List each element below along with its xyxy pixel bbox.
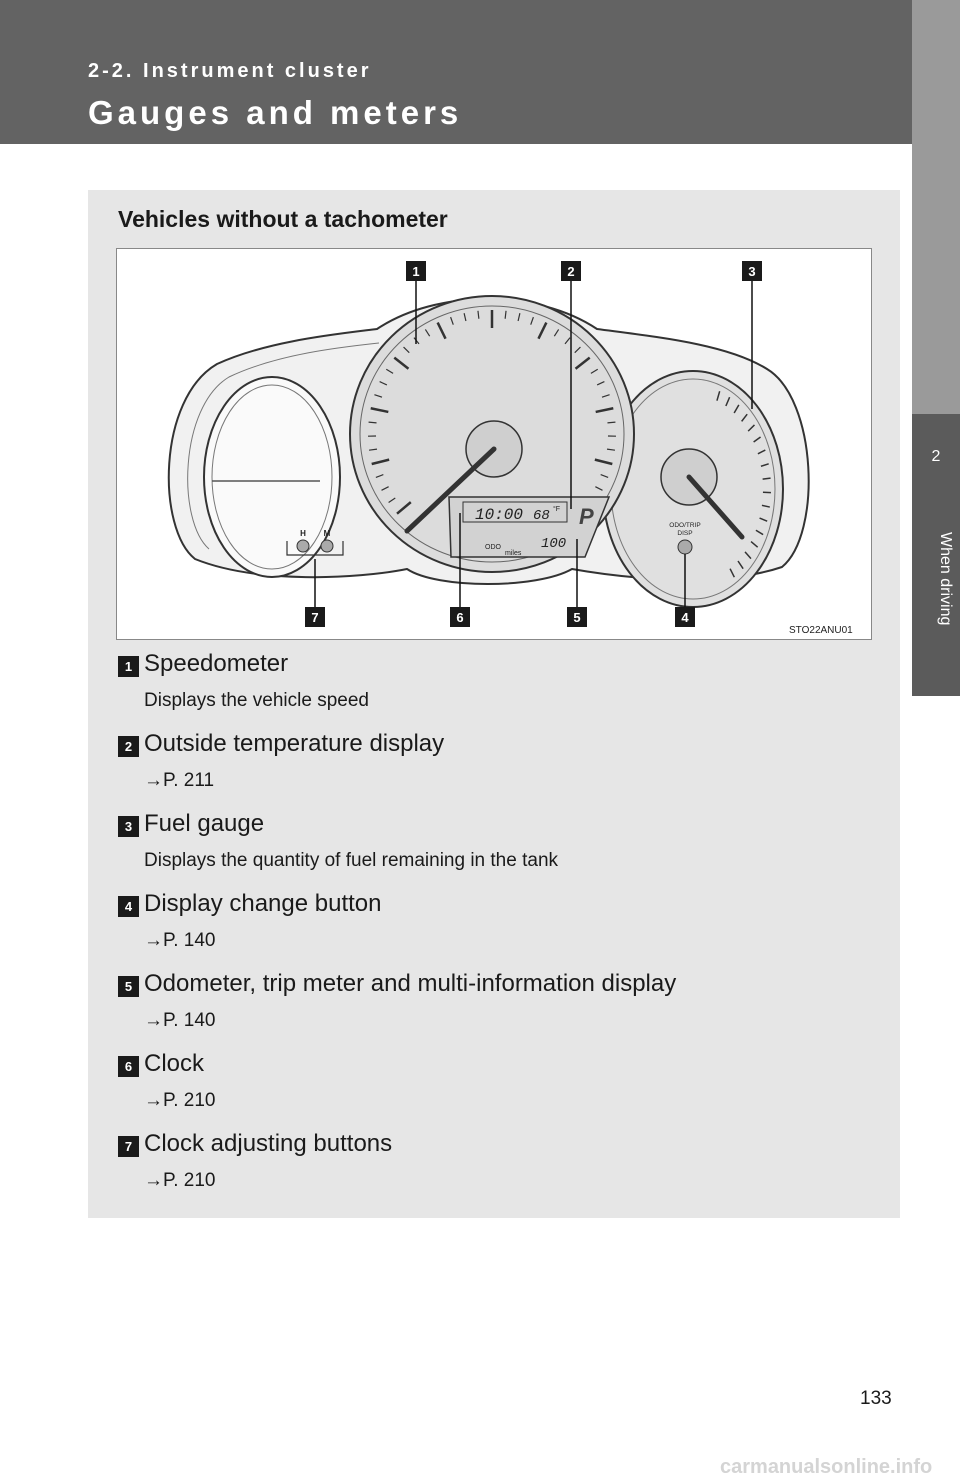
left-gauge-face [204, 377, 340, 577]
instrument-cluster-illustration [117, 249, 871, 639]
item-title: Speedometer [144, 650, 289, 677]
item-number-badge: 1 [118, 656, 139, 677]
temperature-readout: 68 [533, 508, 550, 524]
callout-number: 2 [567, 264, 575, 279]
clock-button-h[interactable] [297, 540, 309, 552]
callout-number: 5 [573, 610, 581, 625]
item-description: Displays the vehicle speed [144, 690, 369, 711]
page-number: 133 [860, 1388, 892, 1409]
item-title: Clock [144, 1050, 205, 1077]
chapter-tab-number-box [912, 414, 960, 518]
item-title: Clock adjusting buttons [144, 1130, 393, 1157]
display-button-label-line1: ODO/TRIP [669, 522, 701, 529]
item-number-badge: 6 [118, 1056, 139, 1077]
speedometer-tick [369, 422, 377, 423]
temperature-unit: °F [553, 506, 561, 513]
odo-unit: miles [505, 550, 522, 557]
clock-button-m[interactable] [321, 540, 333, 552]
item-page-reference[interactable]: →P. 211 [144, 770, 215, 791]
item-title: Display change button [144, 890, 382, 917]
item-number-badge: 7 [118, 1136, 139, 1157]
item-page-reference[interactable]: →P. 210 [144, 1170, 216, 1191]
item-number-badge: 5 [118, 976, 139, 997]
callout-number: 7 [311, 610, 319, 625]
odo-readout: 100 [541, 536, 567, 552]
chapter-label: When driving [937, 532, 954, 626]
item-title: Outside temperature display [144, 730, 445, 757]
item-title: Fuel gauge [144, 810, 265, 837]
item-number-badge: 2 [118, 736, 139, 757]
page-title: Gauges and meters [88, 94, 463, 131]
item-page-reference[interactable]: →P. 140 [144, 1010, 216, 1031]
gear-indicator: P [579, 504, 594, 529]
odo-label: ODO [485, 544, 501, 551]
item-number-badge: 3 [118, 816, 139, 837]
callout-number: 6 [456, 610, 464, 625]
clock-button-m-label: M [323, 529, 331, 538]
item-description: Displays the quantity of fuel remaining in the tank [144, 850, 559, 871]
watermark: carmanualsonline.info [720, 1456, 933, 1478]
callout-number: 3 [748, 264, 756, 279]
chapter-number: 2 [931, 448, 941, 465]
section-heading: 2-2. Instrument cluster [88, 60, 372, 82]
clock-button-h-label: H [300, 529, 306, 538]
item-title: Odometer, trip meter and multi-information display [144, 970, 677, 997]
chapter-tab-upper [912, 0, 960, 414]
figure-code: STO22ANU01 [789, 625, 853, 636]
clock-readout: 10:00 [475, 506, 524, 524]
fuel-gauge-tick [763, 478, 771, 479]
callout-number: 4 [681, 610, 689, 625]
panel-subtitle: Vehicles without a tachometer [118, 206, 448, 232]
instrument-cluster-figure [116, 248, 872, 640]
display-change-button[interactable] [678, 540, 692, 554]
speedometer-tick [607, 422, 615, 423]
item-number-badge: 4 [118, 896, 139, 917]
item-page-reference[interactable]: →P. 210 [144, 1090, 216, 1111]
callout-number: 1 [412, 264, 420, 279]
item-page-reference[interactable]: →P. 140 [144, 930, 216, 951]
display-button-label-line2: DISP [677, 530, 693, 537]
